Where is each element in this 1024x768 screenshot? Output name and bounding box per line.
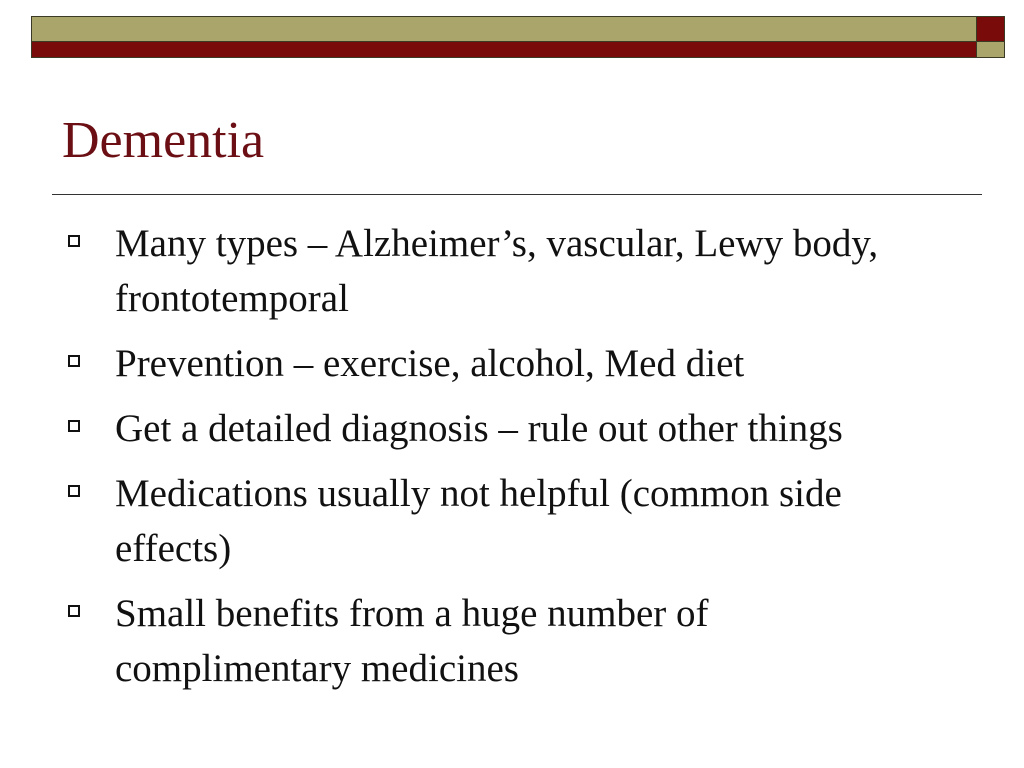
hollow-square-bullet-icon <box>68 235 80 247</box>
bullet-text: Small benefits from a huge number of complimentary medicines <box>115 592 709 690</box>
bullet-item <box>68 336 948 391</box>
bullet-item <box>68 586 948 696</box>
bullet-text: Medications usually not helpful (common side effects) <box>115 472 842 570</box>
slide-title: Dementia <box>62 112 265 169</box>
bullet-item <box>68 216 948 326</box>
header-band-maroon-bar <box>31 42 977 58</box>
title-divider <box>52 194 982 195</box>
bullet-item <box>68 466 948 576</box>
bullet-text: Get a detailed diagnosis – rule out other things <box>115 407 843 450</box>
hollow-square-bullet-icon <box>68 420 80 432</box>
bullet-text: Prevention – exercise, alcohol, Med diet <box>115 342 745 385</box>
hollow-square-bullet-icon <box>68 605 80 617</box>
bullet-list <box>68 216 948 706</box>
header-band <box>31 16 1005 58</box>
bullet-item <box>68 401 948 456</box>
header-band-olive-bar <box>31 16 977 42</box>
header-band-olive-square <box>977 42 1005 58</box>
header-band-maroon-square <box>977 16 1005 42</box>
hollow-square-bullet-icon <box>68 355 80 367</box>
bullet-text: Many types – Alzheimer’s, vascular, Lewy body, frontotemporal <box>115 222 879 320</box>
hollow-square-bullet-icon <box>68 485 80 497</box>
